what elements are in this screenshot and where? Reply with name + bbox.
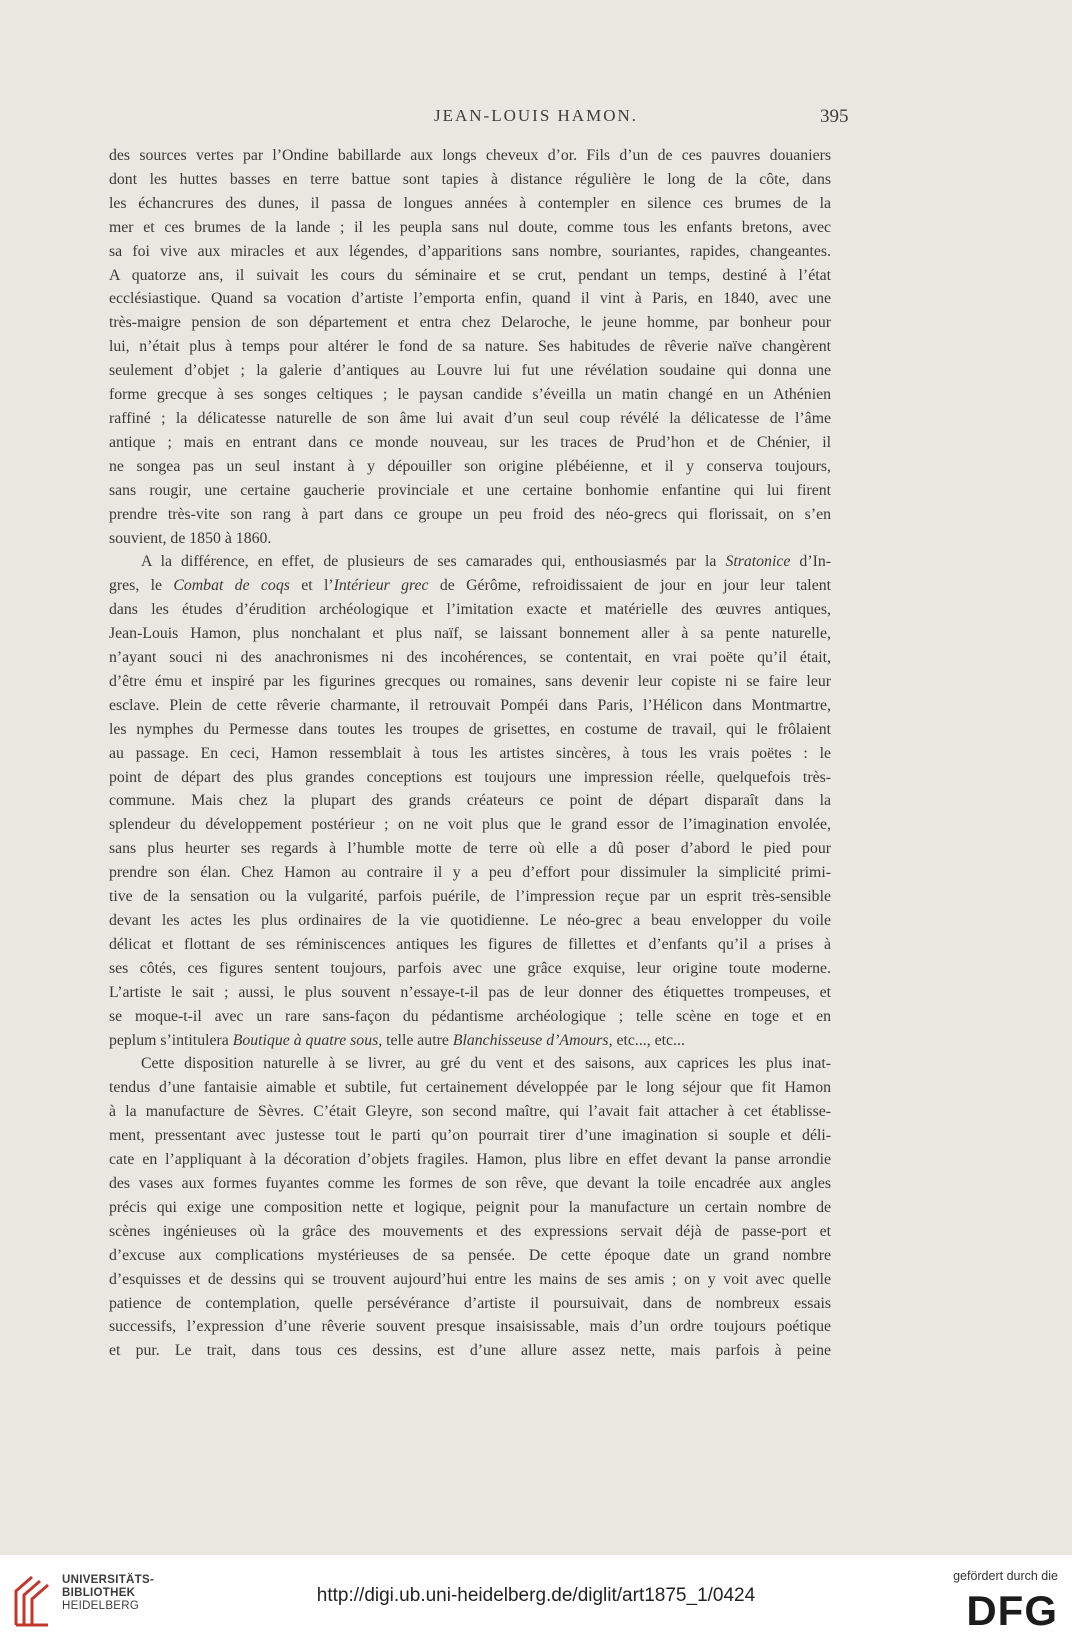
text-line (109, 479, 831, 503)
text-line (109, 837, 831, 861)
text-line (109, 1315, 831, 1339)
text-line (109, 407, 831, 431)
text-line (109, 1172, 831, 1196)
text-line (109, 527, 831, 551)
text-line (109, 1124, 831, 1148)
text-segment: ne songea pas un seul instant à y dépouiller son origine plébéienne, et il y conserva toujours, (109, 457, 831, 475)
text-segment: délicat et flottant de ses réminiscences antiques les figures de fillettes et d’enfants qu’il a prises à (109, 935, 831, 953)
text-line (109, 455, 831, 479)
text-line (109, 718, 831, 742)
text-segment: cate en l’appliquant à la décoration d’objets fragiles. Hamon, plus libre en effet devant la panse arrondie (109, 1151, 831, 1169)
text-segment: devant les actes les plus ordinaires de la vie quotidienne. Le néo-grec a beau envelopper du voile (109, 912, 831, 929)
text-segment: au passage. En ceci, Hamon ressemblait à tous les artistes sincères, à tous les vrais poëtes : le (109, 744, 831, 762)
text-segment: dans les études d’érudition archéologique et l’imitation exacte et matérielle des œuvres antiques, (109, 601, 831, 619)
text-segment: d’esquisses et de dessins qui se trouvent aujourd’hui entre les mains de ses amis ; on y voit avec quelle (109, 1270, 831, 1288)
text-line (109, 981, 831, 1005)
text-segment: mer et ces brumes de la lande ; il les peupla sans nul doute, comme tous les enfants bretons, avec (109, 218, 831, 236)
text-segment: ecclésiastique. Quand sa vocation d’artiste l’emporta enfin, quand il vint à Paris, en 1840, avec une (109, 290, 831, 308)
footer-bar (0, 1555, 1072, 1640)
text-segment: antique ; mais en entrant dans ce monde nouveau, sur les traces de Prud’hon et de Chénier, il (109, 433, 831, 451)
text-line (109, 1005, 831, 1029)
text-line (109, 550, 831, 574)
funding-caption: gefördert durch die (953, 1569, 1058, 1583)
text-segment: peplum s’intitulera (109, 1031, 233, 1049)
text-line (109, 1076, 831, 1100)
text-segment: souvient, de 1850 à 1860. (109, 529, 272, 547)
text-segment: d’excuse aux complications mystérieuses de sa pensée. De cette époque date un grand nombre (109, 1246, 831, 1264)
text-segment: d’être ému et inspiré par les figurines grecques ou romaines, sans devenir leur copiste ni se faire leur (109, 672, 831, 690)
text-line (109, 933, 831, 957)
text-line (109, 622, 831, 646)
text-line (109, 598, 831, 622)
italic-title: Blanchisseuse d’Amours, (452, 1031, 613, 1049)
text-line (109, 574, 831, 598)
text-segment: n’ayant souci ni des anachronismes ni des incohérences, se contentait, en vrai poëte qu’il était, (109, 649, 831, 667)
running-title: JEAN-LOUIS HAMON. (434, 106, 638, 125)
text-line (109, 503, 831, 527)
text-line (109, 742, 831, 766)
italic-title: Stratonice (725, 553, 791, 571)
text-segment: L’artiste le sait ; aussi, le plus souvent n’essaye-t-il pas de leur donner des étiquettes trompeuses, et (109, 983, 831, 1001)
text-line (109, 1196, 831, 1220)
text-line (109, 431, 831, 455)
text-segment: scènes ingénieuses où la grâce des mouvements et des expressions servait déjà de passe-port et (109, 1222, 831, 1240)
text-segment: et pur. Le trait, dans tous ces dessins, est d’une allure assez nette, mais parfois à peine (109, 1342, 831, 1360)
text-segment: etc..., etc... (612, 1031, 685, 1049)
text-line (109, 813, 831, 837)
text-segment: patience de contemplation, quelle persévérance d’artiste il poursuivait, dans de nombreux essais (109, 1294, 831, 1312)
text-line (109, 311, 831, 335)
text-line (109, 670, 831, 694)
text-line (109, 287, 831, 311)
text-line (109, 909, 831, 933)
text-line (109, 1292, 831, 1316)
text-line (109, 1244, 831, 1268)
text-line (109, 957, 831, 981)
text-segment: commune. Mais chez la plupart des grands créateurs ce point de départ disparaît dans la (109, 792, 831, 810)
italic-title: Intérieur grec (333, 577, 429, 595)
text-segment: seulement d’objet ; la galerie d’antiques au Louvre lui fut une révélation soudaine qui donna une (109, 362, 831, 380)
text-line (109, 335, 831, 359)
text-line (109, 861, 831, 885)
text-line (109, 264, 831, 288)
text-line (109, 144, 831, 168)
text-line (109, 383, 831, 407)
text-segment: sans rougir, une certaine gaucherie provinciale et une certaine bonhomie enfantine qui lui firent (109, 481, 831, 499)
text-segment: raffiné ; la délicatesse naturelle de son âme lui avait d’un seul coup révélé la délicatesse de l’âme (109, 409, 831, 427)
body-text (109, 144, 831, 1363)
text-segment: se moque-t-il avec un rare sans-façon du pédantisme archéologique ; telle scène en toge et en (109, 1007, 831, 1025)
text-segment: tive de la sensation ou la vulgarité, parfois puérile, de l’impression reçue par un esprit très-sensible (109, 888, 831, 906)
text-segment: A la différence, en effet, de plusieurs de ses camarades qui, enthousiasmés par la (141, 553, 726, 571)
text-segment: sans plus heurter ses regards à l’humble motte de terre où elle a dû poser d’abord le pied pour (109, 840, 831, 858)
text-segment: prendre très-vite son rang à part dans ce groupe un peu froid des néo-grecs qui florissait, on s’en (109, 505, 831, 523)
text-segment: précis qui exige une composition nette et logique, peignit pour la manufacture un certain nombre de (109, 1198, 831, 1216)
text-segment: Cette disposition naturelle à se livrer, au gré du vent et des saisons, aux caprices les plus inat- (141, 1055, 831, 1073)
text-line (109, 359, 831, 383)
text-line (109, 216, 831, 240)
page-number: 395 (820, 106, 849, 127)
text-segment: forme grecque à ses songes celtiques ; le paysan candide s’éveilla un matin changé en un Athénien (109, 386, 831, 404)
text-segment: Jean-Louis Hamon, plus nonchalant et plus naïf, se laissant bonnement aller à sa pente naturelle, (109, 625, 831, 643)
text-segment: successifs, l’expression d’une rêverie souvent presque insaisissable, mais d’un ordre toujours poétique (109, 1318, 831, 1336)
text-line (109, 1029, 831, 1053)
text-segment: ment, pressentant avec justesse tout le parti qu’on pourrait tirer d’une imagination si souple et déli- (109, 1127, 831, 1145)
text-segment: et l’ (289, 577, 334, 595)
permalink-url[interactable]: http://digi.ub.uni-heidelberg.de/diglit/art1875_1/0424 (316, 1585, 756, 1606)
text-segment: à la manufacture de Sèvres. C’était Gleyre, son second maître, qui l’avait fait attacher à cet établisse- (109, 1103, 831, 1121)
text-segment: tendus d’une fantaisie aimable et subtile, fut certainement développée par le long séjour que fit Hamon (109, 1079, 831, 1097)
text-line (109, 192, 831, 216)
text-segment: telle autre (382, 1031, 453, 1049)
text-segment: point de départ des plus grandes conceptions est toujours une impression réelle, quelquefois très- (109, 768, 831, 786)
italic-title: Boutique à quatre sous, (232, 1031, 383, 1049)
text-segment: A quatorze ans, il suivait les cours du séminaire et se crut, pendant un temps, destiné à l’état (109, 266, 831, 284)
dfg-logo: DFG (966, 1587, 1058, 1634)
text-line (109, 646, 831, 670)
text-line (109, 240, 831, 264)
text-segment: ses côtés, ces figures sentent toujours, parfois avec une grâce exquise, leur origine toute moderne. (109, 959, 831, 977)
text-segment: sa foi vive aux miracles et aux légendes, d’apparitions sans nombre, souriantes, rapides, changeantes. (109, 242, 831, 260)
text-line (109, 168, 831, 192)
text-line (109, 885, 831, 909)
text-segment: splendeur du développement postérieur ; on ne voit plus que le grand essor de l’imagination envolée, (109, 816, 831, 834)
text-segment: dont les huttes basses en terre battue sont tapies à distance régulière le long de la côte, dans (109, 170, 831, 188)
text-segment: d’In- (790, 553, 831, 571)
text-line (109, 1100, 831, 1124)
text-line (109, 1268, 831, 1292)
text-line (109, 1220, 831, 1244)
text-line (109, 766, 831, 790)
text-line (109, 1052, 831, 1076)
text-segment: les nymphes du Permesse dans toutes les troupes de grisettes, en costume de travail, qui le frôlaient (109, 720, 831, 738)
text-segment: gres, le (109, 577, 174, 595)
text-segment: très-maigre pension de son département et entra chez Delaroche, le jeune homme, par bonheur pour (109, 314, 831, 332)
text-segment: lui, n’était plus à temps pour altérer le fond de sa nature. Ses habitudes de rêverie naïve changèrent (109, 338, 831, 356)
text-segment: esclave. Plein de cette rêverie charmante, il retrouvait Pompéi dans Paris, l’Hélicon dans Montmartre, (109, 696, 831, 714)
italic-title: Combat de coqs (173, 577, 290, 595)
text-line (109, 1339, 831, 1363)
library-name: UNIVERSITÄTS- BIBLIOTHEK HEIDELBERG (62, 1574, 155, 1612)
text-line (109, 1148, 831, 1172)
text-segment: de Gérôme, refroidissaient de jour en jour leur talent (428, 577, 831, 595)
text-line (109, 694, 831, 718)
text-segment: prendre son élan. Chez Hamon au contraire il y a peu d’effort pour dissimuler la simplicité primi- (109, 864, 831, 882)
text-segment: les échancrures des dunes, il passa de longues années à contempler en silence ces brumes de la (109, 194, 831, 212)
text-segment: des vases aux formes fuyantes comme les formes de son rêve, que devant la toile encadrée aux angles (109, 1174, 831, 1192)
text-line (109, 789, 831, 813)
text-segment: des sources vertes par l’Ondine babillarde aux longs cheveux d’or. Fils d’un de ces pauvres douaniers (109, 147, 831, 164)
